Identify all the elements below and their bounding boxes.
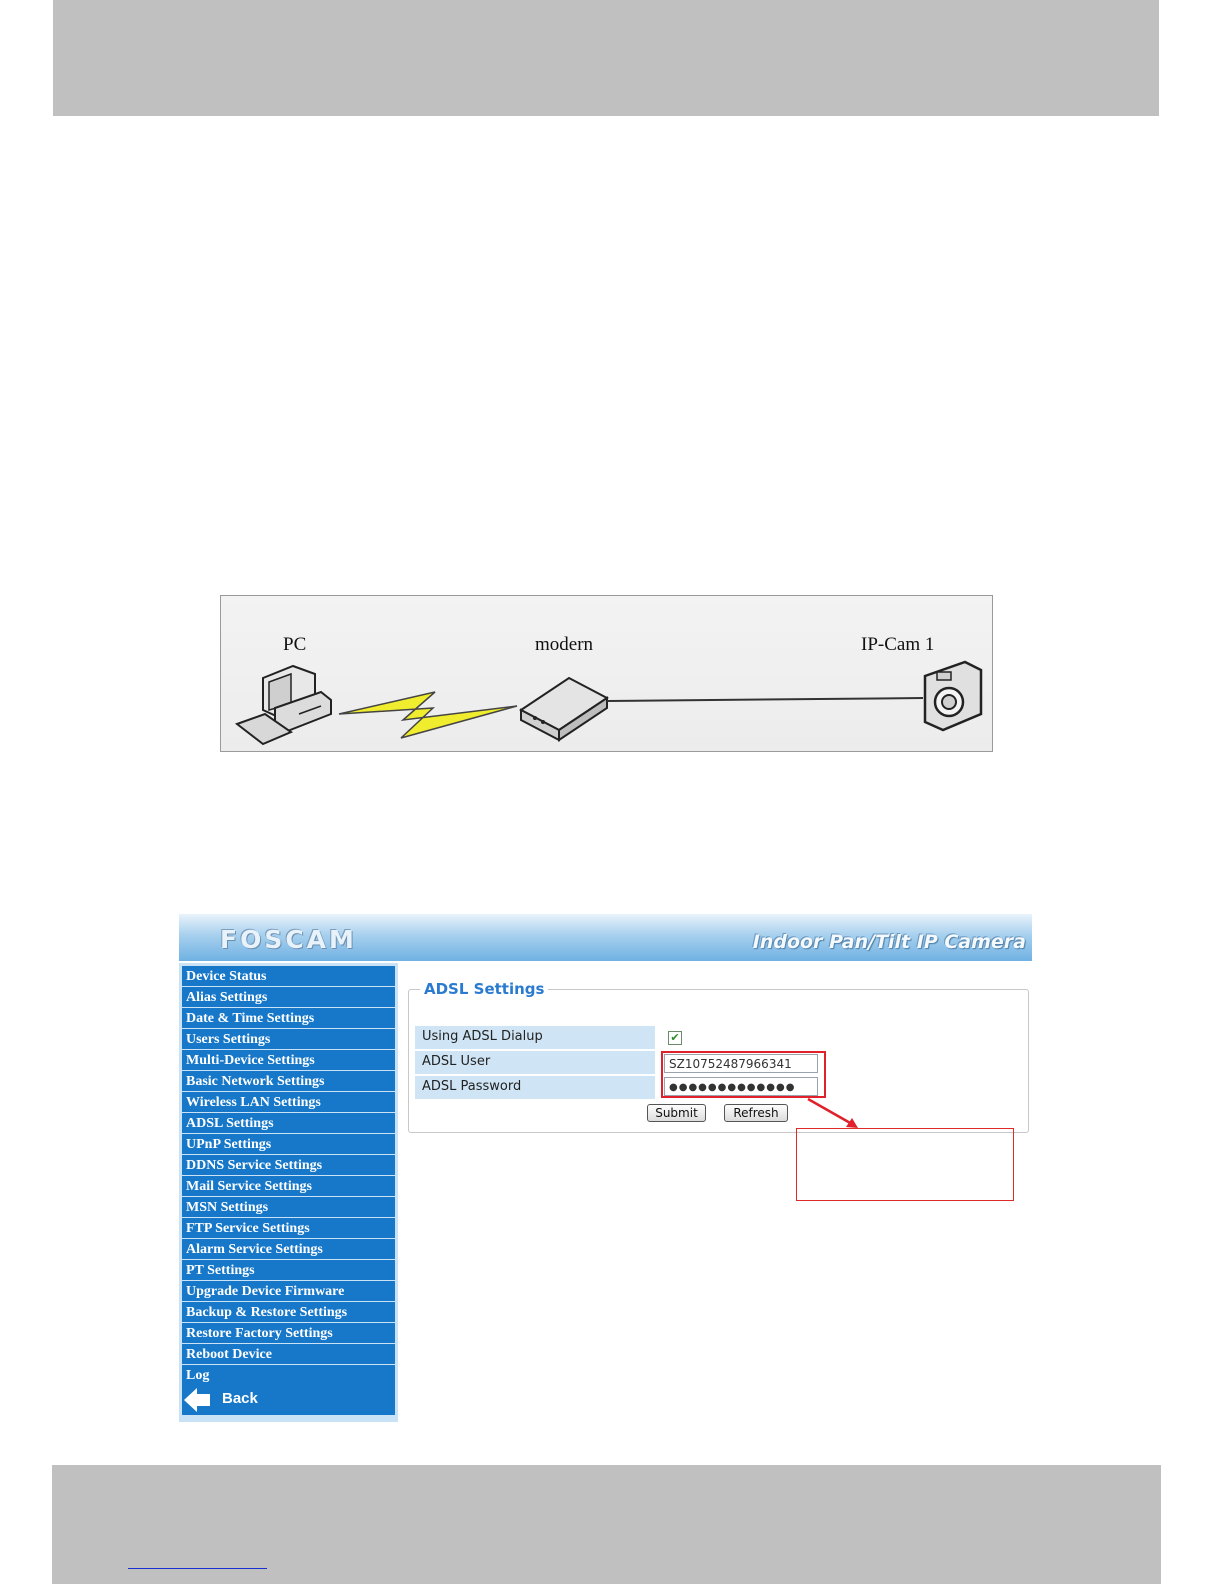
sidebar-item-wireless-lan[interactable]: Wireless LAN Settings bbox=[182, 1092, 395, 1112]
sidebar-item-adsl[interactable]: ADSL Settings bbox=[182, 1113, 395, 1133]
foscam-logo: FOSCAM bbox=[220, 925, 357, 954]
user-row bbox=[415, 1051, 655, 1074]
modem-label: modern bbox=[535, 634, 594, 655]
adsl-password-input[interactable]: ●●●●●●●●●●●●● bbox=[664, 1077, 818, 1096]
wired-link-line bbox=[607, 698, 923, 701]
adsl-user-input[interactable]: SZ10752487966341 bbox=[664, 1054, 818, 1073]
dialup-label: Using ADSL Dialup bbox=[422, 1029, 543, 1044]
diagram-graphics bbox=[221, 596, 992, 751]
back-label: Back bbox=[222, 1390, 258, 1407]
page-footer-band bbox=[52, 1465, 1161, 1584]
camera-icon bbox=[925, 662, 981, 730]
footer-link-underline[interactable] bbox=[128, 1568, 267, 1569]
modem-icon bbox=[521, 678, 607, 740]
sidebar-item-factory-reset[interactable]: Restore Factory Settings bbox=[182, 1323, 395, 1343]
sidebar-item-users[interactable]: Users Settings bbox=[182, 1029, 395, 1049]
sidebar-item-upgrade[interactable]: Upgrade Device Firmware bbox=[182, 1281, 395, 1301]
sidebar-item-reboot[interactable]: Reboot Device bbox=[182, 1344, 395, 1364]
back-arrow-icon bbox=[184, 1388, 212, 1412]
settings-sidebar bbox=[179, 963, 398, 1422]
sidebar-item-upnp[interactable]: UPnP Settings bbox=[182, 1134, 395, 1154]
product-tagline: Indoor Pan/Tilt IP Camera bbox=[752, 931, 1026, 953]
submit-button[interactable]: Submit bbox=[647, 1104, 706, 1122]
sidebar-item-alias[interactable]: Alias Settings bbox=[182, 987, 395, 1007]
back-button[interactable] bbox=[182, 1385, 395, 1415]
page-header-band bbox=[53, 0, 1159, 116]
sidebar-item-ddns[interactable]: DDNS Service Settings bbox=[182, 1155, 395, 1175]
sidebar-item-backup-restore[interactable]: Backup & Restore Settings bbox=[182, 1302, 395, 1322]
sidebar-item-log[interactable]: Log bbox=[182, 1365, 395, 1385]
sidebar-item-multi-device[interactable]: Multi-Device Settings bbox=[182, 1050, 395, 1070]
callout-box bbox=[796, 1128, 1014, 1201]
panel-title: ADSL Settings bbox=[420, 980, 548, 998]
sidebar-item-alarm[interactable]: Alarm Service Settings bbox=[182, 1239, 395, 1259]
refresh-button[interactable]: Refresh bbox=[724, 1104, 788, 1122]
sidebar-item-basic-network[interactable]: Basic Network Settings bbox=[182, 1071, 395, 1091]
pc-icon bbox=[237, 666, 331, 744]
user-label: ADSL User bbox=[422, 1054, 491, 1069]
sidebar-item-ftp[interactable]: FTP Service Settings bbox=[182, 1218, 395, 1238]
sidebar-item-date-time[interactable]: Date & Time Settings bbox=[182, 1008, 395, 1028]
sidebar-item-pt[interactable]: PT Settings bbox=[182, 1260, 395, 1280]
sidebar-item-device-status[interactable]: Device Status bbox=[182, 966, 395, 986]
camera-label: IP-Cam 1 bbox=[861, 634, 935, 655]
adsl-dialup-checkbox[interactable]: ✔ bbox=[668, 1031, 682, 1045]
network-diagram bbox=[220, 595, 993, 752]
highlight-box bbox=[661, 1051, 826, 1098]
sidebar-item-msn[interactable]: MSN Settings bbox=[182, 1197, 395, 1217]
password-label: ADSL Password bbox=[422, 1079, 522, 1094]
camera-ui-header bbox=[179, 914, 1032, 961]
pc-label: PC bbox=[283, 634, 307, 655]
sidebar-item-mail[interactable]: Mail Service Settings bbox=[182, 1176, 395, 1196]
password-row bbox=[415, 1076, 655, 1099]
wireless-link-icon bbox=[339, 692, 517, 738]
dialup-row bbox=[415, 1026, 655, 1049]
